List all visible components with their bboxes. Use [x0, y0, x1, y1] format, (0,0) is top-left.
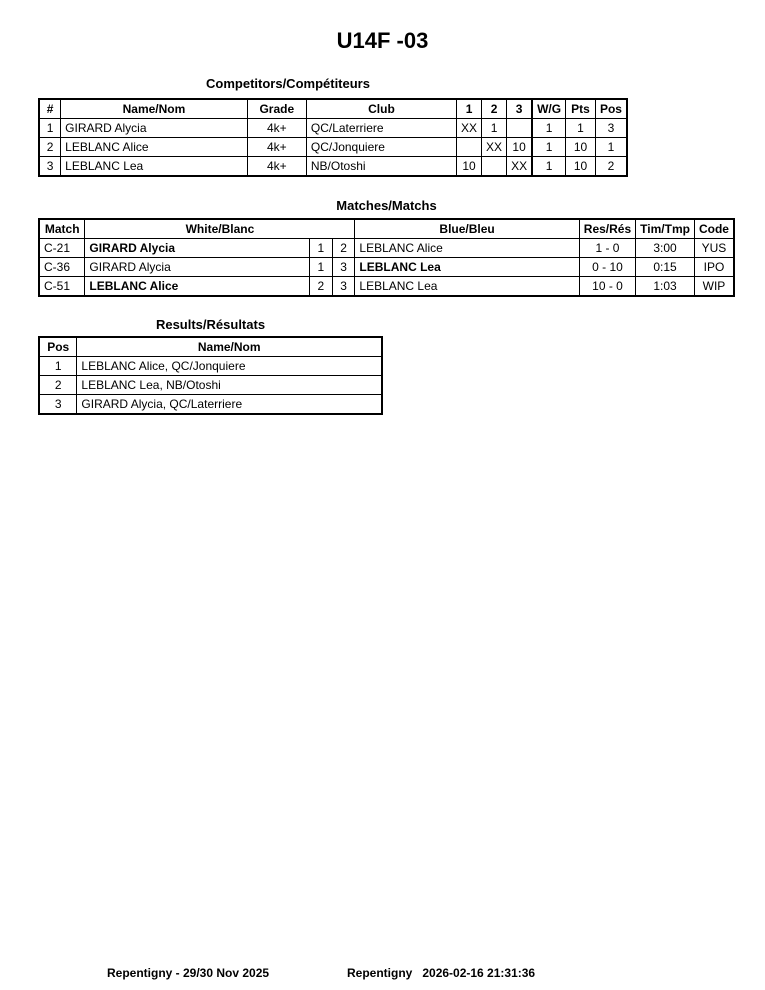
blue-number: 3	[332, 277, 355, 297]
white-competitor: GIRARD Alycia	[85, 239, 310, 258]
white-number: 2	[310, 277, 333, 297]
competitor-position: 3	[595, 119, 627, 138]
match-time: 0:15	[636, 258, 695, 277]
match-id: C-51	[39, 277, 85, 297]
col-header-code: Code	[694, 219, 734, 239]
footer-timestamp: Repentigny 2026-02-16 21:31:36	[347, 966, 536, 980]
results-table	[38, 336, 383, 415]
competitor-club: QC/Laterriere	[306, 119, 456, 138]
matches-heading: Matches/Matchs	[336, 198, 437, 213]
blue-competitor: LEBLANC Alice	[355, 239, 579, 258]
match-row	[39, 277, 734, 297]
result-position: 1	[39, 357, 77, 376]
col-header-white: White/Blanc	[85, 219, 355, 239]
result-position: 3	[39, 395, 77, 415]
result-name: GIRARD Alycia, QC/Laterriere	[77, 395, 382, 415]
col-header-2: 2	[482, 99, 507, 119]
match-row	[39, 239, 734, 258]
results-heading: Results/Résultats	[155, 317, 266, 332]
col-header-name: Name/Nom	[61, 99, 248, 119]
result-row	[39, 357, 382, 376]
result-row	[39, 395, 382, 415]
competitor-row	[39, 138, 627, 157]
col-header-club: Club	[306, 99, 456, 119]
competitor-grade: 4k+	[247, 157, 306, 177]
score-vs-3	[507, 119, 533, 138]
col-header-match: Match	[39, 219, 85, 239]
result-row	[39, 376, 382, 395]
white-number: 1	[310, 239, 333, 258]
competitor-name: LEBLANC Alice	[61, 138, 248, 157]
match-code: IPO	[694, 258, 734, 277]
col-header-grade: Grade	[247, 99, 306, 119]
competitor-wins: 1	[532, 138, 566, 157]
blue-competitor: LEBLANC Lea	[355, 258, 579, 277]
white-competitor: GIRARD Alycia	[85, 258, 310, 277]
col-header-position: Pos	[39, 337, 77, 357]
white-number: 1	[310, 258, 333, 277]
match-id: C-21	[39, 239, 85, 258]
match-result: 1 - 0	[579, 239, 635, 258]
competitor-points: 10	[566, 157, 596, 177]
competitor-points: 1	[566, 119, 596, 138]
footer-event: Repentigny - 29/30 Nov 2025	[107, 966, 270, 980]
competitor-row	[39, 157, 627, 177]
col-header-wins: W/G	[532, 99, 566, 119]
competitor-wins: 1	[532, 119, 566, 138]
competitor-name: GIRARD Alycia	[61, 119, 248, 138]
score-vs-2: XX	[482, 138, 507, 157]
match-time: 3:00	[636, 239, 695, 258]
score-vs-1	[457, 138, 482, 157]
col-header-blue: Blue/Bleu	[355, 219, 579, 239]
col-header-position: Pos	[595, 99, 627, 119]
score-vs-1: 10	[457, 157, 482, 177]
matches-header-row	[39, 219, 734, 239]
competitor-wins: 1	[532, 157, 566, 177]
competitor-grade: 4k+	[247, 138, 306, 157]
col-header-time: Tim/Tmp	[636, 219, 695, 239]
competitor-number: 2	[39, 138, 61, 157]
competitor-number: 3	[39, 157, 61, 177]
result-name: LEBLANC Lea, NB/Otoshi	[77, 376, 382, 395]
matches-table	[38, 218, 735, 297]
competitor-grade: 4k+	[247, 119, 306, 138]
competitor-club: QC/Jonquiere	[306, 138, 456, 157]
result-name: LEBLANC Alice, QC/Jonquiere	[77, 357, 382, 376]
col-header-points: Pts	[566, 99, 596, 119]
results-header-row	[39, 337, 382, 357]
competitors-header-row	[39, 99, 627, 119]
match-row	[39, 258, 734, 277]
match-time: 1:03	[636, 277, 695, 297]
col-header-name: Name/Nom	[77, 337, 382, 357]
match-code: YUS	[694, 239, 734, 258]
score-vs-2: 1	[482, 119, 507, 138]
score-vs-3: 10	[507, 138, 533, 157]
competitor-name: LEBLANC Lea	[61, 157, 248, 177]
match-id: C-36	[39, 258, 85, 277]
col-header-1: 1	[457, 99, 482, 119]
competitors-heading: Competitors/Compétiteurs	[206, 76, 370, 91]
score-vs-3: XX	[507, 157, 533, 177]
col-header-result: Res/Rés	[579, 219, 635, 239]
result-position: 2	[39, 376, 77, 395]
competitor-club: NB/Otoshi	[306, 157, 456, 177]
blue-number: 2	[332, 239, 355, 258]
col-header-number: #	[39, 99, 61, 119]
white-competitor: LEBLANC Alice	[85, 277, 310, 297]
match-result: 10 - 0	[579, 277, 635, 297]
page-title: U14F -03	[336, 28, 429, 53]
blue-competitor: LEBLANC Lea	[355, 277, 579, 297]
match-result: 0 - 10	[579, 258, 635, 277]
score-vs-1: XX	[457, 119, 482, 138]
competitor-position: 2	[595, 157, 627, 177]
competitor-points: 10	[566, 138, 596, 157]
match-code: WIP	[694, 277, 734, 297]
competitors-table	[38, 98, 628, 177]
competitor-row	[39, 119, 627, 138]
competitor-number: 1	[39, 119, 61, 138]
score-vs-2	[482, 157, 507, 177]
blue-number: 3	[332, 258, 355, 277]
col-header-3: 3	[507, 99, 533, 119]
competitor-position: 1	[595, 138, 627, 157]
